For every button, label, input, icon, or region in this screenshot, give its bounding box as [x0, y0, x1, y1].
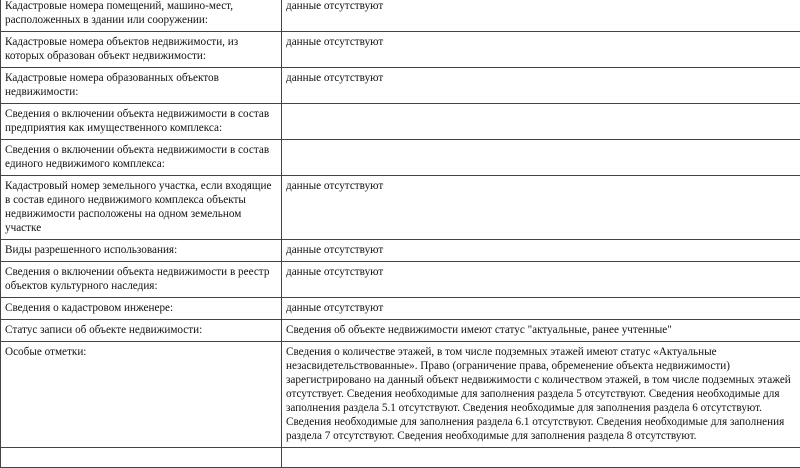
- row-value: данные отсутствуют: [286, 266, 383, 278]
- row-label: Особые отметки:: [5, 346, 86, 358]
- row-value: данные отсутствуют: [286, 180, 383, 192]
- table-row: [1, 0, 800, 32]
- row-value-cell: [282, 448, 800, 468]
- table-row: [1, 176, 800, 240]
- row-label: Сведения о включении объекта недвижимости в реестр объектов культурного наследия:: [5, 266, 269, 292]
- table-row: [1, 240, 800, 262]
- row-value-cell: [282, 104, 800, 140]
- table-row: [1, 68, 800, 104]
- row-label-cell: [1, 448, 282, 468]
- table-row: [1, 104, 800, 140]
- table-row-partial-bottom: [1, 448, 800, 468]
- row-label: Кадастровые номера образованных объектов недвижимости:: [5, 72, 219, 98]
- row-label-cell: [1, 342, 282, 448]
- row-value-cell: [282, 298, 800, 320]
- row-value-cell: [282, 262, 800, 298]
- row-label: Сведения о включении объекта недвижимости в состав единого недвижимого комплекса:: [5, 144, 269, 170]
- row-label-cell: [1, 104, 282, 140]
- row-value: данные отсутствуют: [286, 0, 383, 12]
- row-label-cell: [1, 240, 282, 262]
- row-label-cell: [1, 298, 282, 320]
- row-label-cell: [1, 0, 282, 32]
- row-label-cell: [1, 68, 282, 104]
- row-label-cell: [1, 262, 282, 298]
- row-value: данные отсутствуют: [286, 302, 383, 314]
- table-row: [1, 342, 800, 448]
- table-row: [1, 140, 800, 176]
- row-label-cell: [1, 140, 282, 176]
- row-value: данные отсутствуют: [286, 36, 383, 48]
- row-label: Кадастровые номера помещений, машино-мест, расположенных в здании или сооружении:: [5, 0, 233, 26]
- row-value-cell: [282, 320, 800, 342]
- row-value: данные отсутствуют: [286, 72, 383, 84]
- table-row: [1, 262, 800, 298]
- row-label: Кадастровый номер земельного участка, если входящие в состав единого недвижимого комплекса объекты недвижимости расположены на одном земельном участке: [5, 180, 271, 234]
- table-row: [1, 298, 800, 320]
- row-value-cell: [282, 68, 800, 104]
- row-label: Статус записи об объекте недвижимости:: [5, 324, 202, 336]
- row-value: Сведения о количестве этажей, в том числе подземных этажей имеют статус «Актуальные незасвидетельствованные». Право (ограничение права, обременение объекта недвижимости) зарегистрировано на данный объект недвижимости с количеством этажей, в том числе подземных этажей отсутствует. Сведения необходимые для заполнения раздела 5 отсутствуют. Сведения необходимые для заполнения раздела 5.1 отсутствуют. Сведения необходимые для заполнения раздела 6 отсутствуют. Сведения необходимые для заполнения раздела 6.1 отсутствуют. Сведения необходимые для заполнения раздела 7 отсутствуют. Сведения необходимые для заполнения раздела 8 отсутствуют.: [286, 346, 791, 442]
- row-value-cell: [282, 32, 800, 68]
- table-row: [1, 320, 800, 342]
- row-value-cell: [282, 0, 800, 32]
- table-row: [1, 32, 800, 68]
- row-value-cell: [282, 342, 800, 448]
- row-label: Виды разрешенного использования:: [5, 244, 177, 256]
- row-label: Сведения о включении объекта недвижимости в состав предприятия как имущественного комплекса:: [5, 108, 269, 134]
- row-value-cell: [282, 140, 800, 176]
- row-value: данные отсутствуют: [286, 244, 383, 256]
- row-label: Сведения о кадастровом инженере:: [5, 302, 173, 314]
- row-label-cell: [1, 320, 282, 342]
- row-label-cell: [1, 176, 282, 240]
- row-value-cell: [282, 240, 800, 262]
- row-label: Кадастровые номера объектов недвижимости, из которых образован объект недвижимости:: [5, 36, 238, 62]
- row-value-cell: [282, 176, 800, 240]
- row-value: Сведения об объекте недвижимости имеют статус "актуальные, ранее учтенные": [286, 324, 672, 336]
- row-label-cell: [1, 32, 282, 68]
